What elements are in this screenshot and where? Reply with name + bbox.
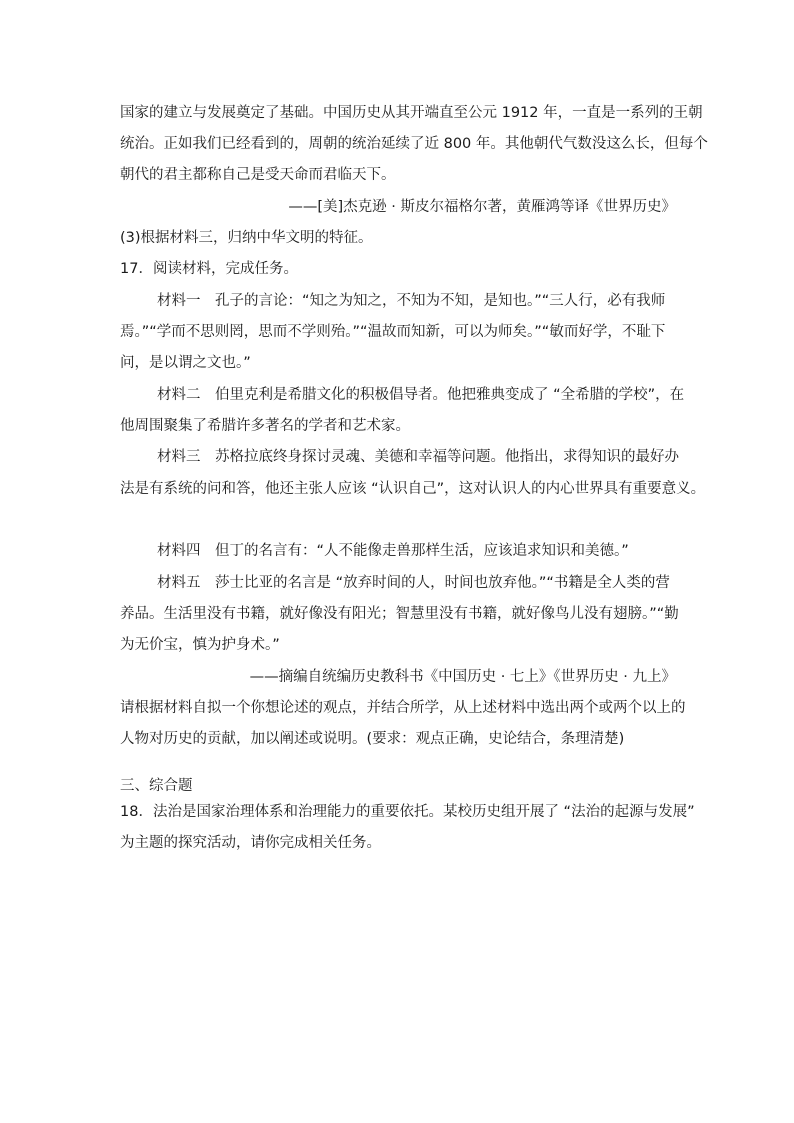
q16-sub3: (3)根据材料三，归纳中华文明的特征。 (120, 230, 373, 246)
q17-task-line1: 请根据材料自拟一个你想论述的观点，并结合所学，从上述材料中选出两个或两个以上的 (120, 700, 686, 716)
p16-line3: 朝代的君主都称自己是受天命而君临天下。 (120, 167, 396, 183)
q17-material4-line1: 材料四 但丁的名言有：“人不能像走兽那样生活，应该追求知识和美德。” (157, 543, 629, 559)
q17-material1-line3: 问，是以谓之文也。” (120, 355, 251, 371)
q17-material3-line1: 材料三 苏格拉底终身探讨灵魂、美德和幸福等问题。他指出，求得知识的最好办 (157, 449, 679, 465)
q17-material2-line2: 他周围聚集了希腊许多著名的学者和艺术家。 (120, 418, 410, 434)
q18-line2: 为主题的探究活动，请你完成相关任务。 (120, 835, 381, 851)
q17-material3-line2: 法是有系统的问和答，他还主张人应该 “认识自己”，这对认识人的内心世界具有重要意义。 (120, 481, 706, 497)
q17-task-line2: 人物对历史的贡献，加以阐述或说明。(要求：观点正确，史论结合，条理清楚) (120, 731, 625, 747)
q17-material1-line2: 焉。”“学而不思则罔，思而不学则殆。”“温故而知新，可以为师矣。”“敏而好学，不耻下 (120, 324, 666, 340)
section3-title: 三、综合题 (120, 778, 193, 794)
p16-source: ——[美]杰克逊 · 斯皮尔福格尔著，黄雁鸿等译《世界历史》 (288, 199, 676, 215)
q17-material5-line3: 为无价宝，慎为护身术。” (120, 637, 280, 653)
q18-line1: 18．法治是国家治理体系和治理能力的重要依托。某校历史组开展了 “法治的起源与发展” (120, 804, 695, 820)
q17-material2-line1: 材料二 伯里克利是希腊文化的积极倡导者。他把雅典变成了 “全希腊的学校”，在 (157, 387, 685, 403)
p16-line2: 统治。正如我们已经看到的，周朝的统治延续了近 800 年。其他朝代气数没这么长，但每个 (120, 136, 708, 152)
q17-source: ——摘编自统编历史教科书《中国历史 · 七上》《世界历史 · 九上》 (249, 669, 676, 685)
q17-material1-line1: 材料一 孔子的言论：“知之为知之，不知为不知，是知也。”“三人行，必有我师 (157, 293, 666, 309)
p16-line1: 国家的建立与发展奠定了基础。中国历史从其开端直至公元 1912 年，一直是一系列的王朝 (120, 105, 703, 121)
q17-material5-line1: 材料五 莎士比亚的名言是 “放弃时间的人，时间也放弃他。”“书籍是全人类的营 (157, 575, 670, 591)
q17-title: 17．阅读材料，完成任务。 (120, 261, 298, 277)
q17-material5-line2: 养品。生活里没有书籍，就好像没有阳光；智慧里没有书籍，就好像鸟儿没有翅膀。”“勤 (120, 606, 679, 622)
